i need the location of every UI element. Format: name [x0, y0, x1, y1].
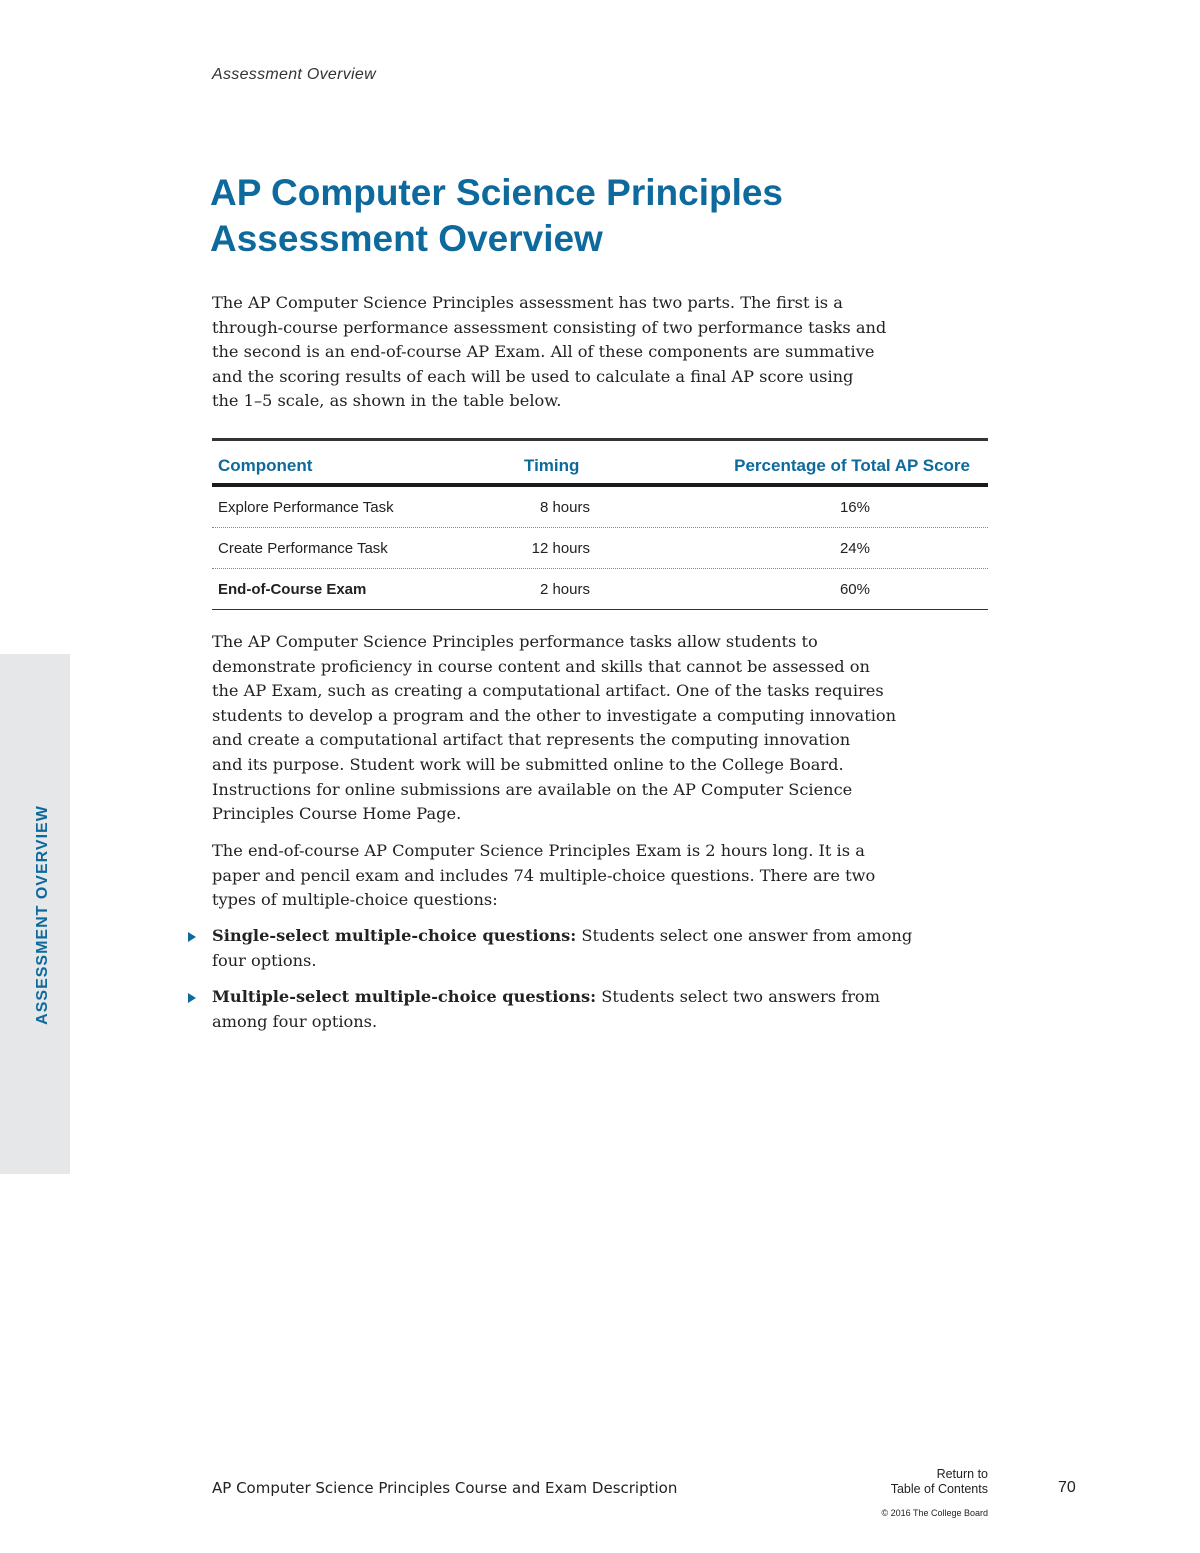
- bullet-term: Multiple-select multiple-choice questions:: [212, 987, 597, 1007]
- intro-line: through-course performance assessment consisting of two performance tasks and: [212, 317, 887, 337]
- table-row: [212, 487, 988, 528]
- bullet-text: Students select two answers from: [596, 987, 881, 1007]
- bullet-line: [212, 985, 986, 1010]
- exam-line: paper and pencil exam and includes 74 multiple-choice questions. There are two: [212, 865, 876, 885]
- tasks-line: Principles Course Home Page.: [212, 804, 462, 824]
- header-timing: Timing: [524, 456, 580, 475]
- list-item: [186, 985, 986, 1034]
- tasks-line: students to develop a program and the other to investigate a computing innovation: [212, 705, 897, 725]
- performance-tasks-paragraph: [212, 630, 1002, 827]
- list-item: [186, 924, 986, 973]
- page-title: [210, 170, 783, 262]
- page-title-line-1: AP Computer Science Principles: [210, 172, 784, 213]
- tasks-line: and create a computational artifact that represents the computing innovation: [212, 730, 851, 750]
- return-line-1: Return to: [936, 1467, 988, 1481]
- intro-line: the 1–5 scale, as shown in the table below.: [212, 391, 562, 411]
- table-row: [212, 528, 988, 569]
- intro-line: the second is an end-of-course AP Exam. All of these components are summative: [212, 342, 875, 362]
- running-head: Assessment Overview: [212, 66, 376, 83]
- exam-line: types of multiple-choice questions:: [212, 890, 498, 910]
- tasks-line: the AP Exam, such as creating a computational artifact. One of the tasks requires: [212, 681, 884, 701]
- score-table: [212, 438, 988, 610]
- tasks-line: Instructions for online submissions are available on the AP Computer Science: [212, 779, 853, 799]
- cell-timing: 8 hours: [539, 499, 590, 516]
- exam-line: The end-of-course AP Computer Science Principles Exam is 2 hours long. It is a: [212, 841, 865, 860]
- cell-timing: 2 hours: [539, 581, 590, 598]
- bullet-text: Students select one answer from among: [576, 926, 913, 945]
- copyright: © 2016 The College Board: [881, 1508, 988, 1518]
- header-component: Component: [218, 456, 313, 475]
- page-title-line-2: Assessment Overview: [210, 218, 603, 259]
- tasks-line: and its purpose. Student work will be submitted online to the College Board.: [212, 754, 844, 774]
- cell-component: End-of-Course Exam: [218, 581, 367, 598]
- side-tab-label: ASSESSMENT OVERVIEW: [34, 805, 51, 1025]
- return-line-2: Table of Contents: [890, 1482, 988, 1496]
- cell-percentage: 60%: [839, 581, 870, 598]
- intro-line: and the scoring results of each will be used to calculate a final AP score using: [212, 366, 854, 386]
- triangle-bullet-icon: [188, 932, 196, 942]
- tasks-line: The AP Computer Science Principles performance tasks allow students to: [212, 632, 818, 651]
- cell-component: Explore Performance Task: [218, 499, 394, 516]
- header-percentage: Percentage of Total AP Score: [734, 456, 970, 475]
- intro-line: The AP Computer Science Principles assessment has two parts. The first is a: [212, 293, 843, 312]
- bullet-line: [212, 924, 986, 949]
- exam-paragraph: [212, 839, 1002, 913]
- intro-paragraph: [212, 291, 1002, 414]
- cell-component: Create Performance Task: [218, 540, 388, 557]
- cell-percentage: 24%: [839, 540, 870, 557]
- tasks-line: demonstrate proficiency in course content and skills that cannot be assessed on: [212, 656, 870, 676]
- bullet-continuation: among four options.: [212, 1011, 378, 1031]
- footer-title: AP Computer Science Principles Course and Exam Description: [212, 1479, 678, 1497]
- cell-timing: 12 hours: [531, 540, 590, 557]
- return-to-contents-link[interactable]: [891, 1467, 988, 1497]
- bullet-continuation: four options.: [212, 950, 317, 970]
- table-header: [212, 441, 988, 487]
- table-row: [212, 569, 988, 610]
- page-number: 70: [1058, 1479, 1076, 1496]
- triangle-bullet-icon: [188, 993, 196, 1003]
- cell-percentage: 16%: [839, 499, 870, 516]
- bullet-term: Single-select multiple-choice questions:: [212, 926, 577, 945]
- question-type-list: [186, 924, 986, 1046]
